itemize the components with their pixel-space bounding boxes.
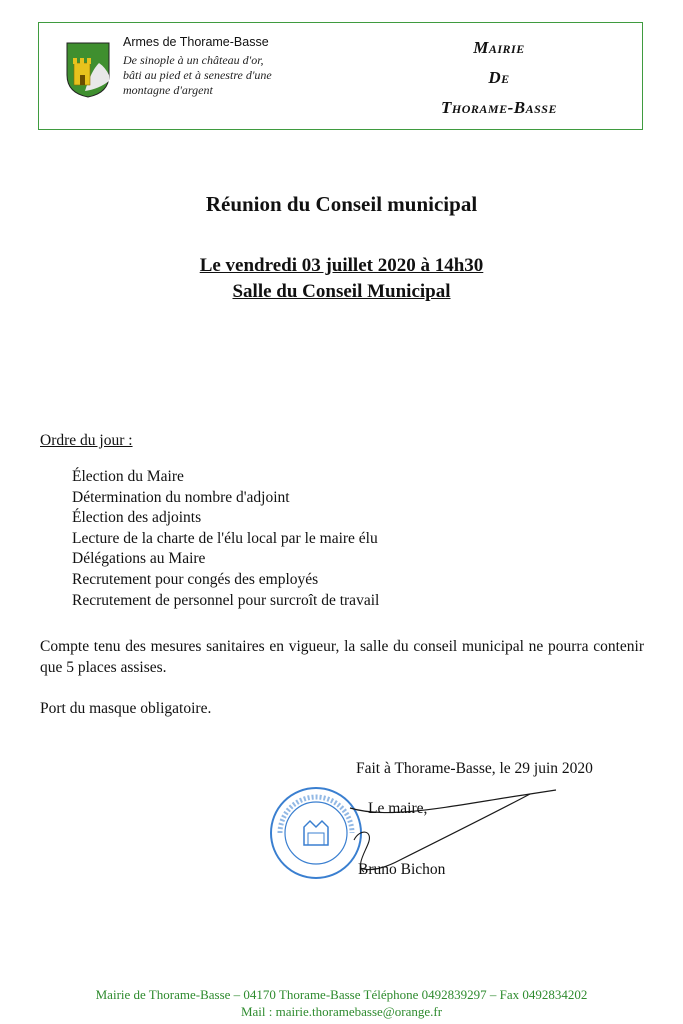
agenda-item: Recrutement de personnel pour surcroît de travail [72, 591, 380, 609]
meeting-room: Salle du Conseil Municipal [232, 281, 451, 302]
mairie-heading [409, 33, 589, 123]
agenda-item: Délégations au Maire [72, 550, 206, 568]
mairie-line-1: Mairie [473, 38, 525, 57]
place-date: Fait à Thorame-Basse, le 29 juin 2020 [356, 760, 593, 777]
mayor-name: Bruno Bichon [358, 861, 446, 878]
agenda-list [72, 467, 379, 611]
letterhead [38, 22, 643, 130]
agenda-item: Élection du Maire [72, 468, 184, 485]
agenda-item: Détermination du nombre d'adjoint [72, 488, 290, 506]
document-title: Réunion du Conseil municipal [205, 192, 478, 216]
mask-notice: Port du masque obligatoire. [40, 700, 212, 717]
footer-contact: Mairie de Thorame-Basse – 04170 Thorame-Basse Téléphone 0492839297 – Fax 0492834202 [95, 987, 588, 1002]
arms-title: Armes de Thorame-Basse [123, 35, 269, 49]
mairie-line-2: De [488, 68, 510, 87]
arms-motto: De sinople à un château d'or, bâti au pied et à senestre d'une montagne d'argent [123, 53, 272, 97]
sanitary-notice: Compte tenu des mesures sanitaires en vigueur, la salle du conseil municipal ne pourra contenir que 5 places assises. [40, 638, 644, 676]
coat-of-arms-icon [65, 41, 111, 99]
agenda-heading: Ordre du jour : [40, 432, 133, 449]
agenda-item: Élection des adjoints [72, 509, 202, 527]
mairie-line-3: Thorame-Basse [441, 98, 557, 117]
mayor-title: Le maire, [368, 800, 428, 817]
agenda-item: Recrutement pour congés des employés [72, 570, 319, 588]
meeting-date: Le vendredi 03 juillet 2020 à 14h30 [199, 255, 484, 276]
agenda-item: Lecture de la charte de l'élu local par le maire élu [72, 529, 378, 547]
footer-email: Mail : mairie.thoramebasse@orange.fr [240, 1004, 443, 1019]
